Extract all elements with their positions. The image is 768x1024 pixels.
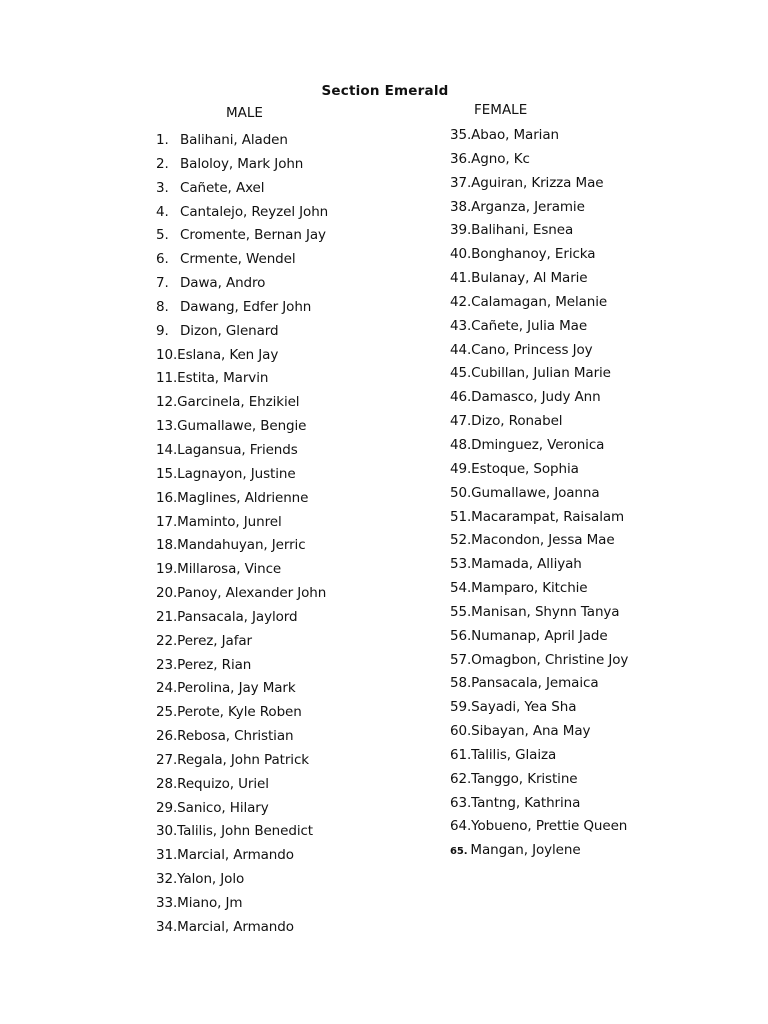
female-item-number: 50. [450,484,472,501]
male-item-number: 11. [156,370,178,387]
male-list-item [156,415,328,439]
male-list-item [156,296,328,320]
female-list-item [450,506,628,530]
female-item-number: 65. [450,846,468,858]
female-item-name: Dminguez, Veronica [471,436,605,453]
male-item-number: 23. [156,656,178,673]
male-item-name: Dizon, Glenard [180,322,279,339]
female-item-number: 40. [450,246,472,263]
female-item-name: Numanap, April Jade [471,627,608,644]
female-item-number: 45. [450,365,472,382]
female-item-name: Sayadi, Yea Sha [471,699,577,716]
female-item-number: 46. [450,389,472,406]
female-item-name: Gumallawe, Joanna [471,484,600,501]
male-list-item [156,320,328,344]
male-item-number: 13. [156,418,178,435]
male-list-item [156,391,328,415]
female-item-name: Pansacala, Jemaica [471,675,599,692]
male-item-number: 1. [156,132,169,148]
male-item-number: 7. [156,275,169,292]
female-item-name: Yobueno, Prettie Queen [471,818,628,835]
male-item-name: Baloloy, Mark John [180,155,304,172]
male-list-item [156,844,328,868]
female-item-name: Omagbon, Christine Joy [471,651,629,668]
female-list-item [450,744,628,768]
female-item-name: Bulanay, Al Marie [471,270,588,287]
female-list-item [450,553,628,577]
female-list-item [450,267,628,291]
male-item-name: Sanico, Hilary [177,799,269,816]
male-item-name: Crmente, Wendel [180,251,296,268]
male-list-item [156,367,328,391]
male-item-name: Cañete, Axel [180,179,265,196]
female-item-name: Manisan, Shynn Tanya [471,603,620,620]
female-list-item [450,315,628,339]
male-list-item [156,749,328,773]
male-item-name: Maglines, Aldrienne [177,489,309,506]
female-item-number: 62. [450,770,472,787]
female-item-name: Mangan, Joylene [470,842,581,859]
male-list-item [156,892,328,916]
female-item-name: Bonghanoy, Ericka [471,246,596,263]
male-item-number: 8. [156,298,169,315]
male-item-number: 25. [156,704,178,721]
male-item-name: Talilis, John Benedict [177,823,313,840]
male-item-name: Regala, John Patrick [177,751,309,768]
male-list-item [156,916,328,940]
male-list-item [156,677,328,701]
male-item-number: 3. [156,179,169,196]
female-list-item [450,362,628,386]
female-item-name: Abao, Marian [471,127,559,143]
male-list-item [156,582,328,606]
female-item-number: 44. [450,341,472,358]
female-item-name: Dizo, Ronabel [471,413,563,430]
male-item-number: 32. [156,871,178,888]
female-item-number: 54. [450,580,472,597]
male-item-name: Lagnayon, Justine [177,465,296,482]
male-item-name: Garcinela, Ehzikiel [177,394,300,411]
female-item-number: 64. [450,818,472,835]
male-item-number: 6. [156,251,169,268]
female-item-name: Cano, Princess Joy [471,341,593,358]
male-list-item [156,630,328,654]
female-list-item [450,649,628,673]
male-list-item [156,153,328,177]
female-item-name: Agno, Kc [471,150,530,167]
female-item-name: Macondon, Jessa Mae [471,532,615,549]
male-list [156,129,328,940]
male-item-number: 17. [156,513,178,530]
male-item-name: Dawa, Andro [180,275,266,292]
male-item-name: Perolina, Jay Mark [177,680,296,697]
female-item-name: Calamagan, Melanie [471,293,608,310]
female-item-number: 43. [450,317,472,334]
male-list-item [156,868,328,892]
female-item-name: Damasco, Judy Ann [471,389,601,406]
male-item-number: 24. [156,680,178,697]
male-item-name: Estita, Marvin [177,370,269,387]
male-item-number: 29. [156,799,178,816]
female-item-name: Mamada, Alliyah [471,556,582,573]
male-item-number: 22. [156,632,178,649]
male-item-number: 31. [156,847,178,864]
male-list-item [156,606,328,630]
female-item-name: Sibayan, Ana May [471,723,591,740]
female-item-name: Tantng, Kathrina [471,794,581,811]
female-list-item [450,625,628,649]
female-item-number: 35. [450,127,472,143]
female-list-item [450,434,628,458]
female-list-item [450,148,628,172]
male-item-number: 5. [156,227,169,244]
female-item-number: 48. [450,436,472,453]
male-list-item [156,511,328,535]
male-item-number: 10. [156,346,178,363]
male-item-name: Perote, Kyle Roben [177,704,302,721]
female-item-name: Talilis, Glaiza [471,746,557,763]
female-item-number: 49. [450,460,472,477]
male-list-item [156,344,328,368]
male-item-number: 33. [156,895,178,911]
female-list-item [450,410,628,434]
male-item-name: Miano, Jm [177,895,243,911]
female-item-number: 58. [450,675,472,692]
male-item-name: Perez, Rian [177,656,252,673]
male-list-item [156,224,328,248]
female-list-item [450,243,628,267]
female-item-number: 39. [450,222,472,239]
male-list-item [156,177,328,201]
male-item-name: Dawang, Edfer John [180,298,312,315]
male-item-number: 20. [156,585,178,602]
female-item-number: 61. [450,746,472,763]
female-item-number: 42. [450,293,472,310]
female-item-number: 47. [450,413,472,430]
male-list-item [156,534,328,558]
male-item-name: Lagansua, Friends [177,441,298,458]
male-item-number: 16. [156,489,178,506]
female-item-name: Macarampat, Raisalam [471,508,625,525]
female-list-item [450,792,628,816]
female-item-number: 52. [450,532,472,549]
male-item-number: 9. [156,322,169,339]
male-item-name: Cromente, Bernan Jay [180,227,326,244]
female-list-item [450,386,628,410]
male-item-number: 12. [156,394,178,411]
page-title: Section Emerald [321,83,449,99]
female-list-item [450,529,628,553]
male-item-number: 4. [156,203,169,220]
male-list-item [156,558,328,582]
male-item-name: Perez, Jafar [177,632,252,649]
female-item-number: 51. [450,508,472,525]
male-item-name: Gumallawe, Bengie [177,418,307,435]
female-list-item [450,219,628,243]
male-list-item [156,487,328,511]
female-item-name: Cañete, Julia Mae [471,317,588,334]
male-item-name: Requizo, Uriel [177,775,269,792]
female-list-item [450,672,628,696]
male-item-name: Marcial, Armando [177,847,294,864]
female-item-number: 37. [450,174,472,191]
female-list [450,124,628,863]
male-list-item [156,725,328,749]
female-column-heading: FEMALE [474,102,528,118]
male-list-item [156,701,328,725]
female-item-name: Cubillan, Julian Marie [471,365,611,382]
male-item-name: Yalon, Jolo [177,871,245,888]
female-list-item [450,291,628,315]
female-list-item [450,339,628,363]
male-item-number: 15. [156,465,178,482]
female-list-item [450,696,628,720]
male-item-number: 21. [156,608,178,625]
female-item-number: 38. [450,198,472,215]
female-list-item [450,124,628,148]
female-item-name: Tanggo, Kristine [471,770,578,787]
female-list-item [450,815,628,839]
male-item-name: Mandahuyan, Jerric [177,537,306,554]
male-item-name: Cantalejo, Reyzel John [180,203,329,220]
male-list-item [156,463,328,487]
female-item-name: Aguiran, Krizza Mae [471,174,604,191]
female-list-item [450,482,628,506]
female-list-item [450,601,628,625]
male-item-name: Rebosa, Christian [177,728,294,745]
female-item-number: 55. [450,603,472,620]
female-list-item [450,720,628,744]
female-item-number: 63. [450,794,472,811]
female-item-number: 57. [450,651,472,668]
male-item-name: Pansacala, Jaylord [177,608,298,625]
male-item-number: 19. [156,561,178,578]
female-item-number: 60. [450,723,472,740]
female-item-name: Estoque, Sophia [471,460,579,477]
male-item-name: Balihani, Aladen [180,132,288,148]
male-list-item [156,654,328,678]
male-item-name: Marcial, Armando [177,918,294,935]
female-item-number: 56. [450,627,472,644]
male-item-name: Millarosa, Vince [177,561,282,578]
male-list-item [156,129,328,153]
female-item-name: Arganza, Jeramie [471,198,585,215]
male-item-number: 30. [156,823,178,840]
male-column-heading: MALE [226,105,263,121]
male-item-number: 26. [156,728,178,745]
male-list-item [156,272,328,296]
male-list-item [156,248,328,272]
male-list-item [156,201,328,225]
female-list-item [450,768,628,792]
male-item-number: 34. [156,918,178,935]
male-item-number: 27. [156,751,178,768]
male-item-number: 28. [156,775,178,792]
female-item-number: 36. [450,150,472,167]
male-item-name: Maminto, Junrel [177,513,282,530]
female-list-item [450,196,628,220]
female-list-item [450,839,628,863]
male-list-item [156,797,328,821]
female-list-item [450,172,628,196]
male-list-item [156,820,328,844]
male-item-number: 18. [156,537,178,554]
male-item-number: 14. [156,441,178,458]
female-item-number: 41. [450,270,472,287]
female-list-item [450,577,628,601]
male-item-name: Eslana, Ken Jay [177,346,279,363]
female-item-name: Mamparo, Kitchie [471,580,588,597]
female-list-item [450,458,628,482]
female-item-number: 59. [450,699,472,716]
male-item-number: 2. [156,155,169,172]
male-list-item [156,773,328,797]
male-item-name: Panoy, Alexander John [177,585,327,602]
female-item-number: 53. [450,556,472,573]
female-item-name: Balihani, Esnea [471,222,574,239]
male-list-item [156,439,328,463]
